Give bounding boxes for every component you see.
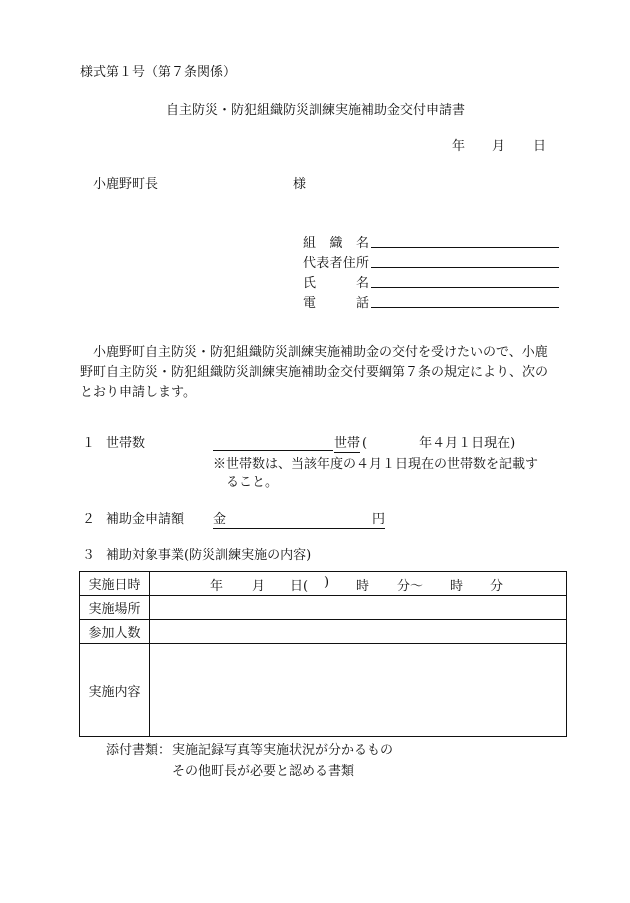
item1-unit: 世帯	[334, 436, 361, 451]
household-count-field[interactable]	[213, 436, 333, 451]
table-row	[80, 644, 567, 737]
item2-label: 補助金申請額	[106, 512, 185, 527]
item2-unit: 円	[372, 512, 386, 527]
applicant-organization-label: 組 織 名	[303, 236, 369, 251]
dt-hour-end: 時	[450, 579, 464, 594]
place-cell[interactable]	[150, 596, 567, 620]
table-row	[80, 572, 567, 596]
addressee-name: 小鹿野町長	[93, 177, 159, 192]
date-month: 月	[492, 139, 506, 154]
applicant-name-row	[303, 272, 563, 292]
applicant-organization-row	[303, 232, 563, 252]
applicant-address-row	[303, 252, 563, 272]
item1-as-of: ( 年４月１日現在)	[362, 436, 516, 451]
participants-cell[interactable]	[150, 620, 567, 644]
applicant-organization-field[interactable]	[371, 247, 559, 248]
content-header: 実施内容	[80, 644, 150, 737]
document-title: 自主防災・防犯組織防災訓練実施補助金交付申請書	[166, 103, 466, 118]
content-cell[interactable]	[150, 644, 567, 737]
item3-number: ３	[82, 548, 96, 563]
applicant-name-label: 氏 名	[303, 276, 369, 291]
datetime-cell[interactable]	[150, 572, 567, 596]
addressee-honorific: 様	[293, 177, 307, 192]
applicant-block	[303, 232, 563, 312]
date-year: 年	[452, 139, 466, 154]
datetime-header: 実施日時	[80, 572, 150, 596]
application-statement: 小鹿野町自主防災・防犯組織防災訓練実施補助金の交付を受けたいので、小鹿野町自主防災・防犯組織防災訓練実施補助金交付要綱第７条の規定により、次のとおり申請します。	[80, 345, 549, 400]
dt-close: )	[324, 575, 330, 590]
dt-month: 月	[252, 579, 266, 594]
applicant-address-field[interactable]	[371, 267, 559, 268]
item2-number: ２	[82, 512, 96, 527]
dt-year: 年	[210, 579, 224, 594]
dt-minute-start: 分～	[397, 579, 424, 594]
applicant-name-field[interactable]	[371, 287, 559, 288]
item2-prefix: 金	[213, 512, 227, 527]
participants-header: 参加人数	[80, 620, 150, 644]
attachment-item-1: 実施記録写真等実施状況が分かるもの	[172, 743, 394, 758]
table-row	[80, 596, 567, 620]
place-header: 実施場所	[80, 596, 150, 620]
attachment-item-2: その他町長が必要と認める書類	[172, 764, 355, 779]
date-day: 日	[533, 139, 547, 154]
applicant-address-label: 代表者住所	[303, 256, 369, 271]
item1-number: １	[82, 436, 96, 451]
dt-hour-start: 時	[356, 579, 370, 594]
item1-note-line1: ※世帯数は、当該年度の４月１日現在の世帯数を記載す	[213, 457, 539, 472]
dt-day: 日(	[290, 579, 309, 594]
item1-label: 世帯数	[106, 436, 146, 451]
applicant-phone-field[interactable]	[371, 307, 559, 308]
item3-label: 補助対象事業(防災訓練実施の内容)	[106, 548, 312, 563]
attachments-label: 添付書類：	[106, 743, 172, 758]
table-row	[80, 620, 567, 644]
applicant-phone-row	[303, 292, 563, 312]
form-number: 様式第１号（第７条関係）	[80, 65, 237, 80]
dt-minute-end: 分	[490, 579, 504, 594]
item1-note-line2: ること。	[226, 475, 279, 490]
subsidy-amount-field[interactable]	[213, 512, 385, 529]
applicant-phone-label: 電 話	[303, 296, 369, 311]
drill-details-table	[79, 571, 567, 737]
